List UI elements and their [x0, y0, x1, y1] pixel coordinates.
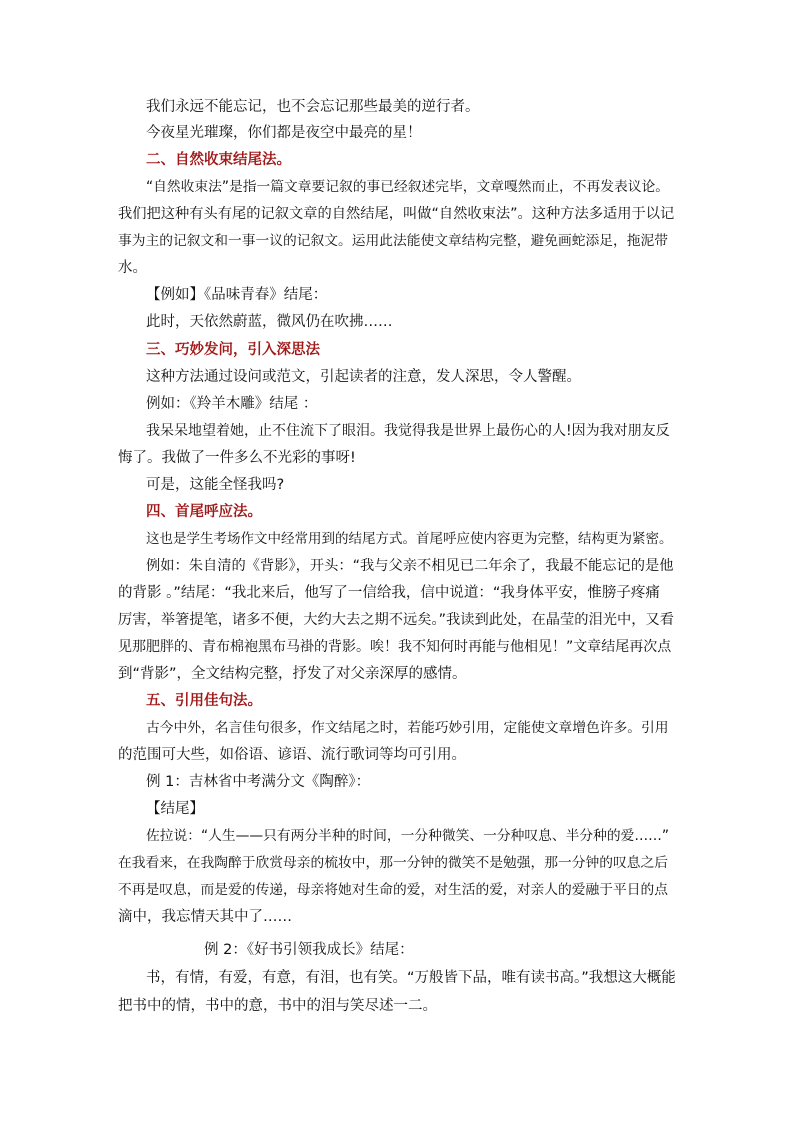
paragraph-line: 厉害，举箸提笔，诸多不便，大约大去之期不远矣。”我读到此处，在晶莹的泪光中，又看	[118, 612, 675, 628]
paragraph-line: 在我看来，在我陶醉于欣赏母亲的梳妆中，那一分钟的微笑不是勉强，那一分钟的叹息之后	[118, 855, 669, 871]
paragraph-line: 这种方法通过设问或范文，引起读者的注意，发人深思，令人警醒。	[146, 369, 581, 385]
paragraph-line: 见那肥胖的、青布棉袍黑布马褂的背影。唉！我不知何时再能与他相见！”文章结尾再次点	[118, 639, 672, 655]
paragraph-line: 这也是学生考场作文中经常用到的结尾方式。首尾呼应使内容更为完整，结构更为紧密。	[146, 531, 673, 547]
paragraph-line: 事为主的记叙文和一事一议的记叙文。运用此法能使文章结构完整，避免画蛇添足，拖泥带	[118, 233, 669, 249]
paragraph-line: 我呆呆地望着她，止不住流下了眼泪。我觉得我是世界上最伤心的人!因为我对朋友反	[146, 423, 670, 439]
paragraph-line: 此时，天依然蔚蓝，微风仍在吹拂……	[146, 314, 393, 330]
paragraph-line: 古今中外，名言佳句很多，作文结尾之时，若能巧妙引用，定能使文章增色许多。引用	[146, 720, 669, 736]
paragraph-line: 例如：朱自清的《背影》，开头：“我与父亲不相见已二年余了，我最不能忘记的是他	[146, 558, 674, 574]
paragraph-line: 到“背影”，全文结构完整，抒发了对父亲深厚的感情。	[118, 666, 467, 682]
section-heading: 四、首尾呼应法。	[146, 504, 262, 520]
paragraph-line: 我们把这种有头有尾的记叙文章的自然结尾，叫做“自然收束法”。这种方法多适用于以记	[118, 206, 675, 222]
paragraph-line: 例 2：《好书引领我成长》结尾：	[204, 942, 414, 958]
paragraph-line: 例如：《羚羊木雕》结尾 ：	[146, 396, 318, 412]
paragraph-line: 水。	[118, 260, 147, 276]
paragraph-line: “自然收束法”是指一篇文章要记叙的事已经叙述完毕，文章嘎然而止，不再发表议论。	[146, 179, 669, 195]
section-heading: 二、自然收束结尾法。	[146, 152, 291, 168]
paragraph-line: 书，有情，有爱，有意，有泪，也有笑。“万般皆下品，唯有读书高。”我想这大概能	[146, 970, 676, 986]
section-heading: 五、引用佳句法。	[146, 693, 262, 709]
paragraph-line: 今夜星光璀璨，你们都是夜空中最亮的星！	[146, 125, 422, 141]
paragraph-line: 悔了。我做了一件多么不光彩的事呀!	[118, 450, 356, 466]
paragraph-line: 【结尾】	[146, 801, 204, 817]
paragraph-line: 【例如】《品味青春》结尾：	[146, 287, 328, 303]
paragraph-line: 例 1：吉林省中考满分文《陶醉》：	[146, 774, 371, 790]
paragraph-line: 把书中的情，书中的意，书中的泪与笑尽述一二。	[118, 998, 437, 1014]
paragraph-line: 可是，这能全怪我吗?	[146, 477, 285, 493]
paragraph-line: 的范围可大些，如俗语、谚语、流行歌词等均可引用。	[118, 747, 466, 763]
section-heading: 三、巧妙发问，引入深思法	[146, 342, 320, 358]
paragraph-line: 佐拉说：“人生——只有两分半种的时间，一分种微笑、一分种叹息、半分种的爱……”	[146, 828, 669, 844]
paragraph-line: 滴中，我忘情天其中了……	[118, 909, 292, 925]
paragraph-line: 的背影 。”结尾：“我北来后，他写了一信给我，信中说道：“我身体平安，惟膀子疼痛	[118, 585, 660, 601]
paragraph-line: 我们永远不能忘记，也不会忘记那些最美的逆行者。	[146, 99, 480, 115]
paragraph-line: 不再是叹息，而是爱的传递，母亲将她对生命的爱，对生活的爱，对亲人的爱融于平日的点	[118, 882, 669, 898]
